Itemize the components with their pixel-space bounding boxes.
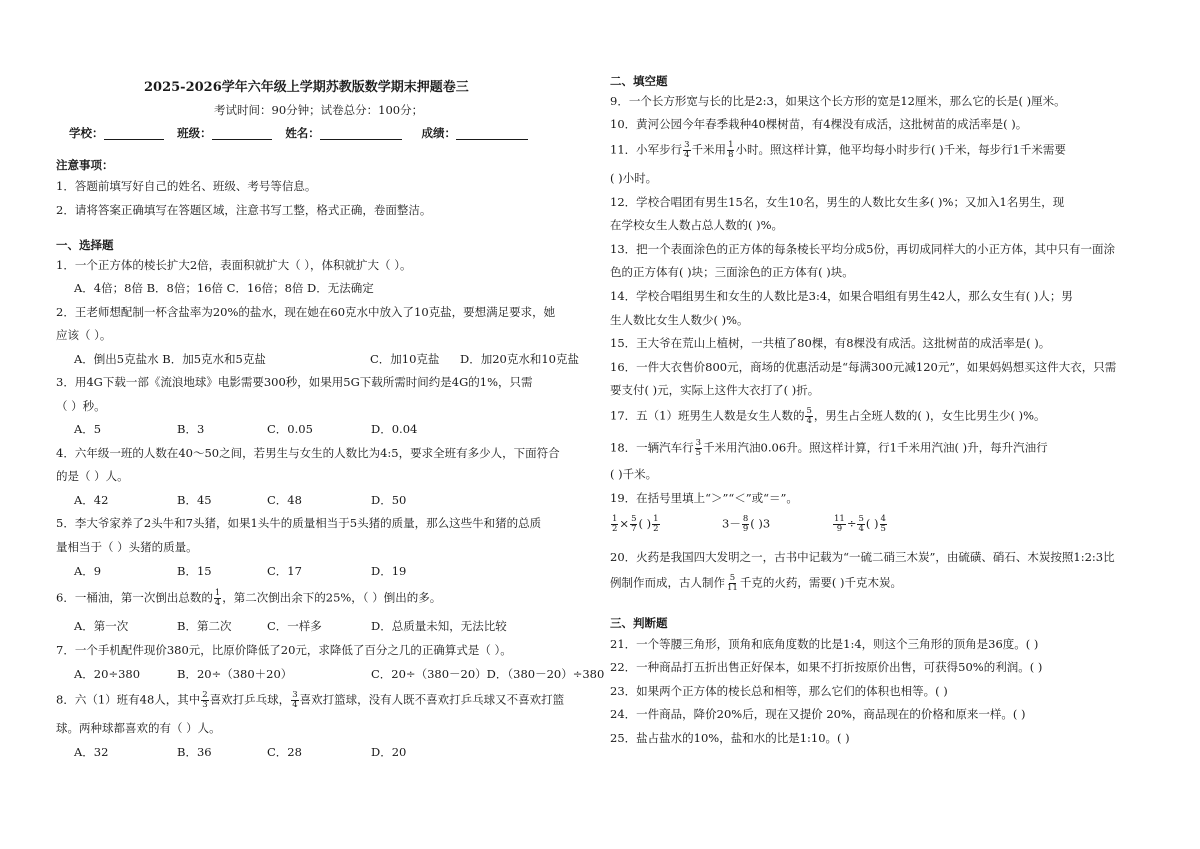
notes-heading: 注意事项： — [56, 158, 114, 172]
denominator: 8 — [728, 150, 734, 160]
question-18-text: 千米用汽油0.06升。照这样计算，行1千米用汽油( )升，每升汽油行 — [703, 440, 1048, 455]
class-label: 班级： — [177, 126, 212, 140]
option-b: B．第二次 — [177, 619, 232, 633]
question-6 — [56, 589, 441, 608]
numerator: 8 — [742, 514, 749, 524]
numerator: 4 — [880, 514, 886, 524]
option-c: C．48 — [267, 493, 302, 507]
option-d: D．总质量未知，无法比较 — [371, 619, 507, 633]
fraction — [611, 515, 618, 534]
question-9: 9．一个长方形宽与长的比是2:3，如果这个长方形的宽是12厘米，那么它的长是( )厘米。 — [610, 94, 1066, 108]
option-a: A．42 — [74, 493, 109, 507]
fraction — [683, 141, 690, 160]
question-20-cont — [610, 574, 902, 593]
numerator: 1 — [612, 514, 618, 524]
question-12-cont: 在学校女生人数占总人数的( )%。 — [610, 218, 784, 232]
question-22: 22．一种商品打五折出售正好保本，如果不打折按原价出售，可获得50%的利润。( ) — [610, 660, 1043, 674]
option-b: B．45 — [177, 493, 212, 507]
question-11-text: 小时。照这样计算，他平均每小时步行( )千米，每步行1千米需要 — [735, 142, 1066, 157]
option-b: B．3 — [177, 422, 205, 436]
option-a-b: A．倒出5克盐水 B．加5克水和5克盐 — [74, 352, 266, 366]
question-4: 4．六年级一班的人数在40～50之间，若男生与女生的人数比为4:5，要求全班有多少人，下面符合 — [56, 446, 560, 460]
denominator: 4 — [806, 416, 812, 426]
question-2: 2．王老师想配制一杯含盐率为20%的盐水，现在她在60克水中放入了10克盐，要想满足要求，她 — [56, 305, 556, 319]
question-17-text: 17．五（1）班男生人数是女生人数的 — [610, 408, 805, 423]
note-item: 1．答题前填写好自己的姓名、班级、考号等信息。 — [56, 179, 317, 193]
question-11-text: 千米用 — [691, 142, 727, 157]
question-16: 16．一件大衣售价800元，商场的优惠活动是“每满300元减120元”，如果妈妈想买这件大衣，只需 — [610, 360, 1117, 374]
question-7: 7．一个手机配件现价380元，比原价降低了20元，求降低了百分之几的正确算式是（ ）。 — [56, 643, 512, 657]
fraction — [742, 515, 749, 534]
numerator: 5 — [858, 514, 864, 524]
note-item: 2．请将答案正确填写在答题区域，注意书写工整，格式正确，卷面整洁。 — [56, 203, 432, 217]
question-19: 19．在括号里填上“＞”“＜”或“＝”。 — [610, 491, 798, 505]
question-13-cont: 色的正方体有( )块；三面涂色的正方体有( )块。 — [610, 265, 854, 279]
option-a: A．5 — [74, 422, 102, 436]
school-label: 学校： — [69, 126, 104, 140]
question-14: 14．学校合唱组男生和女生的人数比是3:4，如果合唱组有男生42人，那么女生有( )人；男 — [610, 289, 1073, 303]
fraction — [833, 515, 846, 534]
question-10: 10．黄河公园今年春季栽种40棵树苗，有4棵没有成活，这批树苗的成活率是( )。 — [610, 117, 1028, 131]
section-heading-choice: 一、选择题 — [56, 238, 114, 252]
answer-blank[interactable]: ( ) — [865, 516, 879, 531]
option-c: C．17 — [267, 564, 302, 578]
exam-info: 考试时间：90分钟；试卷总分：100分； — [214, 103, 424, 117]
denominator: 5 — [695, 448, 702, 458]
class-blank[interactable] — [212, 127, 272, 140]
option-b: B．36 — [177, 745, 212, 759]
option-c: C．一样多 — [267, 619, 322, 633]
score-blank[interactable] — [456, 127, 528, 140]
question-11-cont: ( )小时。 — [610, 171, 658, 185]
numerator: 5 — [806, 406, 812, 416]
option-c-d: C．20÷（380－20）D．（380－20）÷380 — [371, 667, 605, 681]
denominator: 4 — [214, 598, 221, 608]
denominator: 4 — [858, 524, 864, 534]
question-3-cont: （ ）秒。 — [56, 399, 106, 413]
question-24: 24．一件商品，降价20%后，现在又提价 20%，商品现在的价格和原来一样。( ) — [610, 707, 1026, 721]
question-4-cont: 的是（ ）人。 — [56, 469, 129, 483]
option-d: D．50 — [371, 493, 407, 507]
question-16-cont: 要支付( )元，实际上这件大衣打了( )折。 — [610, 383, 820, 397]
question-8-text: 喜欢打篮球，没有人既不喜欢打乒乓球又不喜欢打篮 — [299, 692, 565, 707]
option-a: A．9 — [74, 564, 102, 578]
question-20: 20．火药是我国四大发明之一，古书中记载为“一硫二硝三木炭”，由硫磺、硝石、木炭按照1:2:3比 — [610, 550, 1115, 564]
option-d: D．19 — [371, 564, 407, 578]
option-d: D．加20克水和10克盐 — [460, 352, 579, 366]
fraction — [727, 141, 734, 160]
fraction — [201, 691, 208, 710]
question-17 — [610, 407, 1046, 426]
question-5-cont: 量相当于（ ）头猪的质量。 — [56, 540, 198, 554]
option-b: B．15 — [177, 564, 212, 578]
question-8-text: 8．六（1）班有48人，其中 — [56, 692, 201, 707]
question-5: 5．李大爷家养了2头牛和7头猪，如果1头牛的质量相当于5头猪的质量，那么这些牛和猪的总质 — [56, 516, 542, 530]
question-20-text: 千克的火药，需要( )千克木炭。 — [739, 575, 902, 590]
comparison-a — [610, 515, 661, 534]
question-20-text: 例制作而成，古人制作 — [610, 575, 725, 590]
score-label: 成绩： — [421, 126, 456, 140]
fraction — [291, 691, 298, 710]
denominator: 7 — [631, 524, 637, 534]
question-18 — [610, 439, 1048, 458]
numerator: 2 — [202, 690, 208, 700]
numerator: 1 — [214, 588, 221, 598]
fraction — [805, 407, 812, 426]
option-c: C．0.05 — [267, 422, 313, 436]
operator: × — [619, 516, 630, 531]
denominator: 2 — [653, 524, 659, 534]
answer-blank[interactable]: ( ) — [638, 516, 652, 531]
question-13: 13．把一个表面涂色的正方体的每条棱长平均分成5份，再切成同样大的小正方体，其中只有一面涂 — [610, 242, 1115, 256]
question-2-cont: 应该（ ）。 — [56, 328, 112, 342]
denominator: 9 — [836, 524, 843, 534]
option-b: B．20÷（380＋20） — [177, 667, 293, 681]
name-label: 姓名： — [285, 126, 320, 140]
question-23: 23．如果两个正方体的棱长总和相等，那么它们的体积也相等。( ) — [610, 684, 948, 698]
answer-blank[interactable]: ( )3 — [750, 516, 771, 531]
question-1-options: A．4倍；8倍 B．8倍；16倍 C．16倍；8倍 D．无法确定 — [74, 281, 374, 295]
question-12: 12．学校合唱团有男生15名，女生10名，男生的人数比女生多( )%；又加入1名男生，现 — [610, 195, 1065, 209]
denominator: 4 — [292, 700, 298, 710]
denominator: 5 — [880, 524, 886, 534]
question-11-text: 11．小军步行 — [610, 142, 683, 157]
fraction — [695, 439, 702, 458]
question-1: 1．一个正方体的棱长扩大2倍，表面积就扩大（ ），体积就扩大（ ）。 — [56, 258, 412, 272]
student-info-fields — [69, 126, 528, 140]
fraction — [630, 515, 637, 534]
numerator: 1 — [653, 514, 659, 524]
fraction — [880, 515, 887, 534]
option-d: D．20 — [371, 745, 407, 759]
fraction — [726, 574, 739, 593]
operand: 3－ — [722, 516, 741, 531]
option-a: A．第一次 — [74, 619, 129, 633]
numerator: 5 — [729, 573, 736, 583]
question-18-text: 18．一辆汽车行 — [610, 440, 694, 455]
option-a: A．20÷380 — [74, 667, 141, 681]
option-a: A．32 — [74, 745, 109, 759]
fraction — [214, 589, 221, 608]
section-heading-fill: 二、填空题 — [610, 74, 668, 88]
numerator: 1 — [728, 140, 734, 150]
question-17-text: ，男生占全班人数的( )，女生比男生少( )%。 — [813, 408, 1046, 423]
numerator: 3 — [684, 140, 690, 150]
question-15: 15．王大爷在荒山上植树，一共植了80棵，有8棵没有成活。这批树苗的成活率是( )。 — [610, 336, 1051, 350]
option-c: C．28 — [267, 745, 302, 759]
question-6-text: ，第二次倒出余下的25%，（ ）倒出的多。 — [222, 590, 442, 605]
numerator: 5 — [631, 514, 637, 524]
school-blank[interactable] — [104, 127, 164, 140]
numerator: 3 — [695, 438, 702, 448]
comparison-c — [832, 515, 888, 534]
question-8-text: 喜欢打乒乓球， — [209, 692, 291, 707]
question-18-cont: ( )千米。 — [610, 467, 658, 481]
option-d: D．0.04 — [371, 422, 418, 436]
question-25: 25．盐占盐水的10%，盐和水的比是1:10。( ) — [610, 731, 850, 745]
question-21: 21．一个等腰三角形，顶角和底角度数的比是1:4，则这个三角形的顶角是36度。( ) — [610, 637, 1039, 651]
denominator: 3 — [202, 700, 208, 710]
question-6-text: 6．一桶油，第一次倒出总数的 — [56, 590, 213, 605]
numerator: 11 — [834, 514, 845, 524]
question-3: 3．用4G下载一部《流浪地球》电影需要300秒，如果用5G下载所需时间约是4G的1%，只需 — [56, 375, 533, 389]
question-11 — [610, 141, 1066, 160]
page-title: 2025-2026学年六年级上学期苏教版数学期末押题卷三 — [144, 80, 469, 95]
operator: ÷ — [846, 516, 857, 531]
denominator: 4 — [684, 150, 690, 160]
fraction — [857, 515, 864, 534]
question-14-cont: 生人数比女生人数少( )%。 — [610, 313, 749, 327]
question-8-cont: 球。两种球都喜欢的有（ ）人。 — [56, 721, 221, 735]
name-blank[interactable] — [320, 127, 402, 140]
denominator: 2 — [612, 524, 618, 534]
question-8 — [56, 691, 564, 710]
section-heading-judge: 三、判断题 — [610, 616, 668, 630]
denominator: 9 — [742, 524, 749, 534]
denominator: 11 — [727, 583, 738, 593]
comparison-b — [722, 515, 770, 534]
numerator: 3 — [292, 690, 298, 700]
option-c: C．加10克盐 — [370, 352, 440, 366]
fraction — [652, 515, 659, 534]
